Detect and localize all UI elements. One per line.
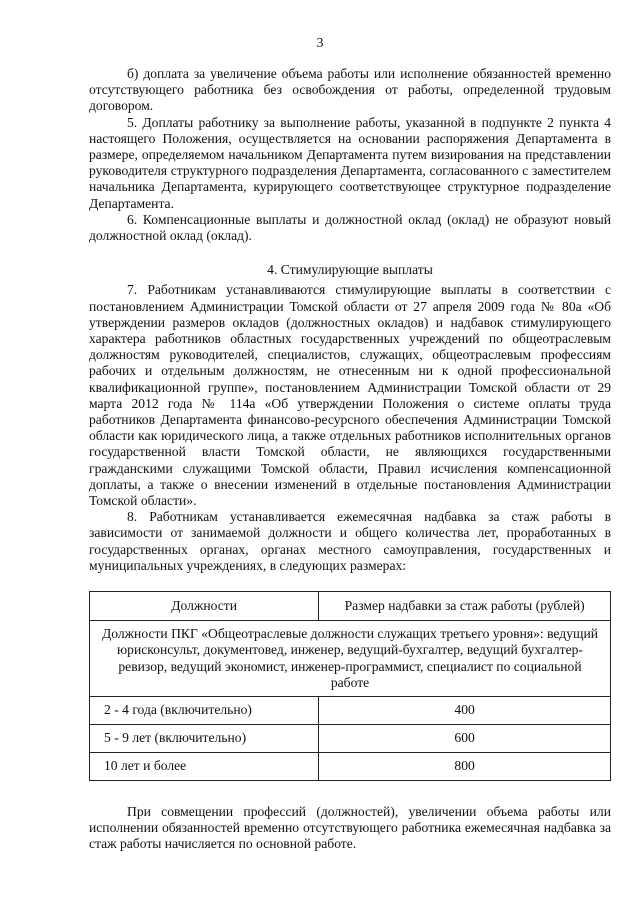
table-row bbox=[90, 696, 611, 724]
page-number: 3 bbox=[316, 36, 324, 51]
table-row bbox=[90, 724, 611, 752]
seniority-range: 2 - 4 года (включительно) bbox=[90, 696, 319, 724]
bonus-value: 800 bbox=[319, 752, 611, 780]
paragraph-7: 7. Работникам устанавливаются стимулирующие выплаты в соответствии с постановлением Администрации Томской области от 27 апреля 2009 года № 80а «Об утверждении размеров окладов (должностных окладов) и надбавок стимулирующего характера работников областных государственных учреждений по общеотраслевым должностям руководителей, специалистов, служащих, общеотраслевым профессиям рабочих и отдельным должностям, не отнесенным ни к одной профессиональной квалификационной группе», постановлением Администрации Томской области от 29 марта 2012 года № 114а «Об утверждении Положения о системе оплаты труда работников Департамента финансово-ресурсного обеспечения Администрации Томской области как юридического лица, а также отдельных работников исполнительных органов государственной власти Томской области, не являющихся государственными гражданскими служащими Томской области, Правил исчисления компенсационной доплаты, а также о внесении изменений в отдельные постановления Администрации Томской области». bbox=[89, 282, 611, 509]
section-title: 4. Стимулирующие выплаты bbox=[267, 262, 433, 278]
table-group-row bbox=[90, 621, 611, 697]
document-body bbox=[89, 66, 611, 853]
seniority-bonus-table bbox=[89, 591, 611, 781]
paragraph-6: 6. Компенсационные выплаты и должностной оклад (оклад) не образуют новый должностной оклад (оклад). bbox=[89, 211, 611, 244]
bonus-value: 400 bbox=[319, 696, 611, 724]
paragraph-final: При совмещении профессий (должностей), увеличении объема работы или исполнении обязанностей временно отсутствующего работника ежемесячная надбавка за стаж работы начисляется по основной работе. bbox=[89, 803, 611, 852]
seniority-range: 5 - 9 лет (включительно) bbox=[90, 724, 319, 752]
paragraph-8: 8. Работникам устанавливается ежемесячная надбавка за стаж работы в зависимости от занимаемой должности и общего количества лет, проработанных в государственных органах, органах местного самоуправления, государственных и муниципальных учреждениях, в следующих размерах: bbox=[89, 509, 611, 573]
table-row bbox=[90, 752, 611, 780]
seniority-range: 10 лет и более bbox=[90, 752, 319, 780]
paragraph-b: б) доплата за увеличение объема работы или исполнение обязанностей временно отсутствующего работника без освобождения от работы, определенной трудовым договором. bbox=[89, 66, 611, 114]
group-description: Должности ПКГ «Общеотраслевые должности служащих третьего уровня»: ведущий юрисконсульт, документовед, инженер, ведущий-бухгалтер, ведущий бухгалтер-ревизор, ведущий экономист, инженер-программист, специалист по социальной работе bbox=[90, 621, 611, 697]
paragraph-5: 5. Доплаты работнику за выполнение работы, указанной в подпункте 2 пункта 4 настоящего Положения, осуществляется на основании распоряжения Департамента в размере, определяемом начальником Департамента путем визирования на представлении руководителя структурного подразделения Департамента, согласованного с заместителем начальника Департамента, курирующего соответствующее структурное подразделение Департамента. bbox=[89, 114, 611, 211]
bonus-value: 600 bbox=[319, 724, 611, 752]
table-header-row bbox=[90, 592, 611, 621]
header-bonus-amount: Размер надбавки за стаж работы (рублей) bbox=[319, 592, 611, 621]
header-positions: Должности bbox=[90, 592, 319, 621]
